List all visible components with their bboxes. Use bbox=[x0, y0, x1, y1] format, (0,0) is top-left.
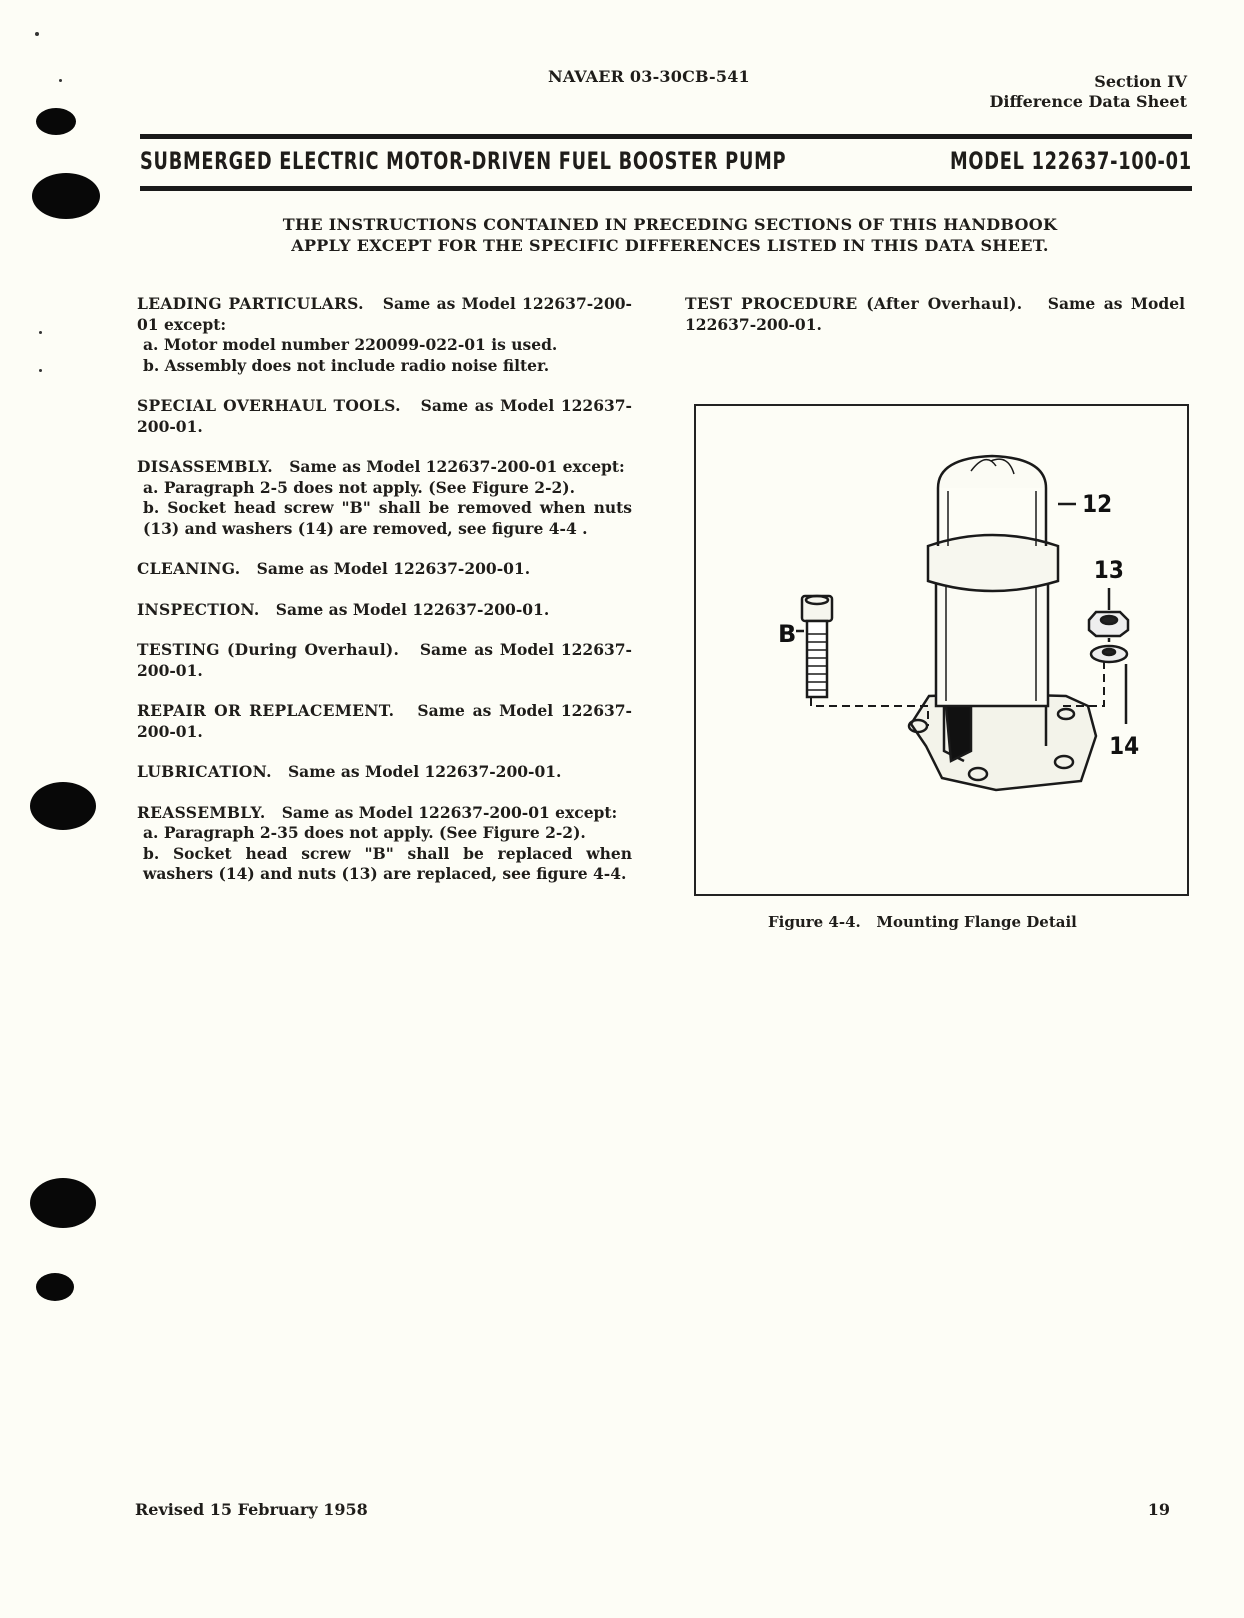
bottom-rule bbox=[140, 186, 1192, 191]
section-heading: SPECIAL OVERHAUL TOOLS. bbox=[137, 396, 401, 415]
speck bbox=[59, 79, 62, 82]
section-text: Same as Model 122637-200-01. bbox=[137, 701, 632, 741]
section-paragraph bbox=[137, 762, 632, 783]
section-text: Same as Model 122637-200-01. bbox=[137, 640, 632, 680]
notice bbox=[240, 214, 1100, 256]
speck bbox=[35, 32, 39, 36]
section-item: b. Socket head screw "B" shall be removed when nuts (13) and washers (14) are removed, see figure 4-4 . bbox=[143, 498, 632, 538]
section-lubrication bbox=[137, 762, 632, 783]
section-heading: TESTING (During Overhaul). bbox=[137, 640, 400, 659]
section-cleaning bbox=[137, 559, 632, 580]
section-heading: CLEANING. bbox=[137, 559, 241, 578]
right-column bbox=[685, 294, 1185, 355]
figure-caption: Figure 4-4. Mounting Flange Detail bbox=[768, 913, 1077, 931]
section-paragraph bbox=[137, 294, 632, 335]
section-subtitle: Difference Data Sheet bbox=[989, 92, 1187, 111]
binder-hole bbox=[36, 108, 76, 135]
section-text: Same as Model 122637-200-01. bbox=[256, 559, 531, 578]
section-text: Same as Model 122637-200-01. bbox=[275, 599, 550, 619]
section-special-overhaul-tools bbox=[137, 396, 632, 437]
doc-number: NAVAER 03-30CB-541 bbox=[548, 67, 750, 86]
section-paragraph bbox=[685, 294, 1185, 335]
section-inspection bbox=[137, 600, 632, 621]
section-paragraph bbox=[137, 600, 632, 621]
left-column bbox=[137, 294, 632, 905]
figure-4-4 bbox=[694, 404, 1189, 896]
speck bbox=[39, 369, 42, 372]
section-text: Same as Model 122637-200-01 except: bbox=[137, 294, 632, 334]
section-text: Same as Model 122637-200-01 except: bbox=[281, 802, 618, 822]
binder-hole bbox=[30, 1178, 96, 1228]
label-b: B bbox=[778, 620, 797, 648]
section-paragraph bbox=[137, 559, 632, 580]
section-paragraph bbox=[137, 701, 632, 742]
page-title: SUBMERGED ELECTRIC MOTOR-DRIVEN FUEL BOOSTER PUMP bbox=[140, 147, 787, 175]
section-reassembly bbox=[137, 803, 632, 885]
section-test-procedure-after-overhaul bbox=[685, 294, 1185, 335]
label-12: 12 bbox=[1082, 490, 1113, 519]
binder-hole bbox=[36, 1273, 74, 1301]
section-item: a. Paragraph 2-5 does not apply. (See Figure 2-2). bbox=[143, 477, 576, 497]
model-number: MODEL 122637-100-01 bbox=[950, 147, 1192, 175]
top-rule bbox=[140, 134, 1192, 139]
revision-date: Revised 15 February 1958 bbox=[135, 1500, 368, 1519]
section-disassembly bbox=[137, 457, 632, 539]
section-paragraph bbox=[137, 640, 632, 681]
section-label bbox=[989, 72, 1187, 112]
binder-hole bbox=[30, 782, 96, 830]
section-item: b. Assembly does not include radio noise filter. bbox=[143, 355, 550, 375]
section-paragraph bbox=[137, 803, 632, 824]
binder-hole bbox=[32, 173, 100, 219]
section-repair-or-replacement bbox=[137, 701, 632, 742]
label-14: 14 bbox=[1109, 732, 1140, 761]
section-paragraph bbox=[137, 396, 632, 437]
section-heading: REASSEMBLY. bbox=[137, 802, 266, 822]
section-heading: INSPECTION. bbox=[137, 599, 260, 619]
section-heading: DISASSEMBLY. bbox=[137, 457, 274, 476]
section-heading: LEADING PARTICULARS. bbox=[137, 294, 364, 313]
label-13: 13 bbox=[1093, 556, 1124, 585]
section: Section IV bbox=[1094, 72, 1187, 91]
section-heading: LUBRICATION. bbox=[137, 762, 272, 781]
section-item: a. Motor model number 220099-022-01 is used. bbox=[143, 335, 558, 354]
mounting-flange-illustration bbox=[696, 406, 1187, 894]
notice-line-1: THE INSTRUCTIONS CONTAINED IN PRECEDING SECTIONS OF THIS HANDBOOK bbox=[282, 215, 1058, 234]
page-number: 19 bbox=[1147, 1500, 1170, 1519]
section-testing-during-overhaul bbox=[137, 640, 632, 681]
section-leading-particulars bbox=[137, 294, 632, 376]
speck bbox=[39, 331, 42, 334]
section-item: b. Socket head screw "B" shall be replaced when washers (14) and nuts (13) are replaced, see figure 4-4. bbox=[143, 843, 632, 883]
section-heading: TEST PROCEDURE (After Overhaul). bbox=[685, 294, 1023, 313]
section-heading: REPAIR OR REPLACEMENT. bbox=[137, 701, 395, 720]
section-text: Same as Model 122637-200-01 except: bbox=[289, 457, 625, 476]
notice-line-2: APPLY EXCEPT FOR THE SPECIFIC DIFFERENCES LISTED IN THIS DATA SHEET. bbox=[291, 236, 1049, 255]
section-text: Same as Model 122637-200-01. bbox=[287, 762, 562, 781]
section-text: Same as Model 122637-200-01. bbox=[137, 396, 632, 436]
section-text: Same as Model 122637-200-01. bbox=[685, 294, 1185, 334]
section-paragraph bbox=[137, 457, 632, 478]
section-item: a. Paragraph 2-35 does not apply. (See Figure 2-2). bbox=[143, 823, 586, 842]
